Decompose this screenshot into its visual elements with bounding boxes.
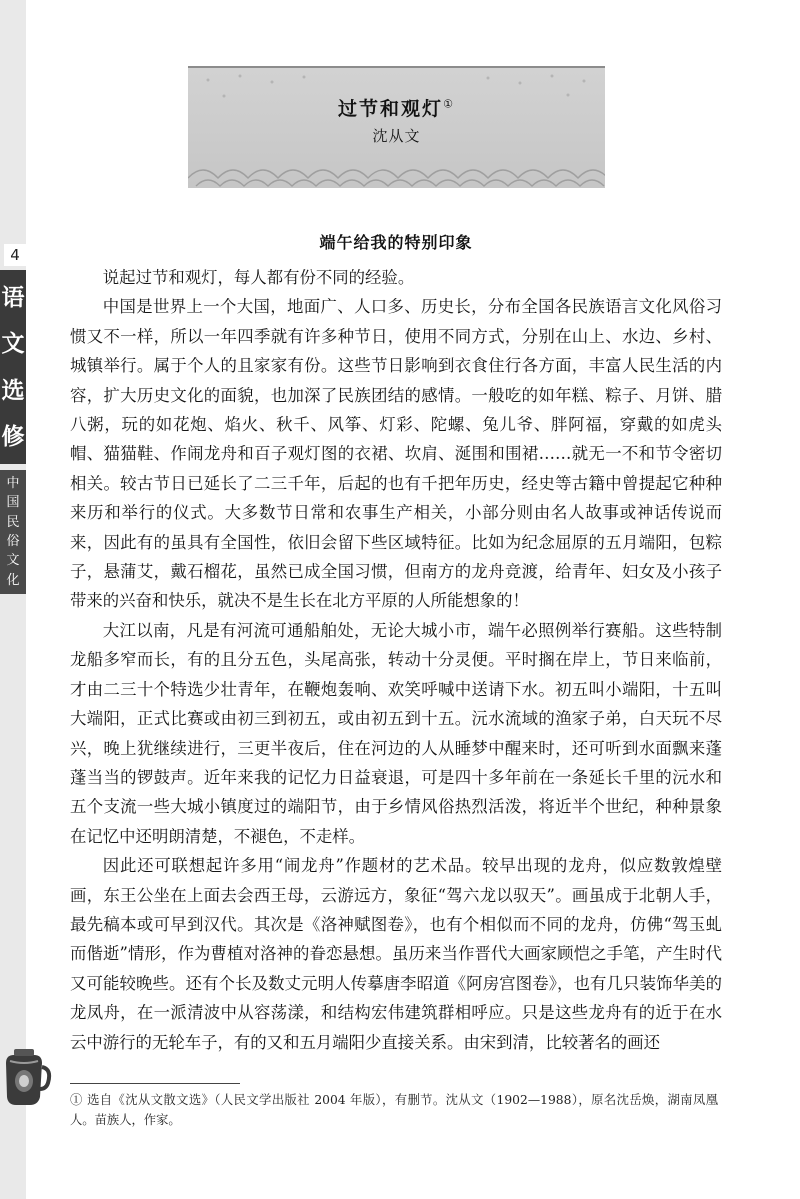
footnote: ① 选自《沈从文散文选》（人民文学出版社 2004 年版），有删节。沈从文（1902—1988），原名沈岳焕，湖南凤凰人。苗族人，作家。 (70, 1093, 718, 1127)
teapot-icon (0, 1045, 52, 1109)
banner-cloud-pattern (188, 148, 605, 188)
volume-char: 文 (6, 553, 20, 569)
paragraph: 说起过节和观灯，每人都有份不同的经验。 (102, 268, 415, 287)
paragraph: 大江以南，凡是有河流可通船舶处，无论大城小市，端午必照例举行赛船。这些特制龙船多窄而长，有的且分五色，头尾高张，转动十分灵便。平时搁在岸上，节日来临前，才由二三十个特选少壮青年，在鞭炮轰响、欢笑呼喊中送请下水。初五叫小端阳，十五叫大端阳，正式比赛或由初三到初五，或由初五到十五。沅水流域的渔家子弟，白天玩不尽兴，晚上犹继续进行，三更半夜后，住在河边的人从睡梦中醒来时，还可听到水面飘来蓬蓬当当的锣鼓声。近年来我的记忆力日益衰退，可是四十多年前在一条延长千里的沅水和五个支流一些大城小镇度过的端阳节，由于乡情风俗热烈活泼，将近半个世纪，种种景象在记忆中还明朗清楚，不褪色，不走样。 (70, 620, 722, 846)
page-number: 4 (4, 244, 26, 266)
title-banner (188, 66, 605, 188)
paragraph: 因此还可联想起许多用“闹龙舟”作题材的艺术品。较早出现的龙舟，似应数敦煌壁画，东王公坐在上面去会西王母，云游远方，象征“驾六龙以驭天”。画虽成于北朝人手，最先稿本或可早到汉代。其次是《洛神赋图卷》，也有个相似而不同的龙舟，仿佛“驾玉虬而偕逝”情形，作为曹植对洛神的眷恋悬想。虽历来当作晋代大画家顾恺之手笔，产生时代又可能较晚些。还有个长及数丈元明人传摹唐李昭道《阿房宫图卷》，也有几只装饰华美的龙凤舟，在一派清波中从容荡漾，和结构宏伟建筑群相呼应。只是这些龙舟有的近于在水云中游行的无轮车子，有的又和五月端阳少直接关系。由宋到清，比较著名的画还 (70, 856, 722, 1052)
author-name: 沈从文 (372, 127, 421, 145)
paragraph: 中国是世界上一个大国，地面广、人口多、历史长，分布全国各民族语言文化风俗习惯又不一样，所以一年四季就有许多种节日，使用不同方式，分别在山上、水边、乡村、城镇举行。属于个人的且家家有份。这些节日影响到衣食住行各方面，丰富人民生活的内容，扩大历史文化的面貌，也加深了民族团结的感情。一般吃的如年糕、粽子、月饼、腊八粥，玩的如花炮、焰火、秋千、风筝、灯彩、陀螺、兔儿爷、胖阿福，穿戴的如虎头帽、猫猫鞋、作闹龙舟和百子观灯图的衣裙、坎肩、涎围和围裙……就无一不和节令密切相关。较古节日已延长了二三千年，后起的也有千把年历史，经史等古籍中曾提起它种种来历和举行的仪式。大多数节日常和农事生产相关，小部分则由名人故事或神话传说而来，因此有的虽具有全国性，依旧会留下些区域特征。比如为纪念屈原的五月端阳，包粽子，悬蒲艾，戴石榴花，虽然已成全国习惯，但南方的龙舟竞渡，给青年、妇女及小孩子带来的兴奋和快乐，就决不是生长在北方平原的人所能想象的！ (70, 297, 722, 611)
volume-char: 民 (6, 514, 20, 530)
body-text (70, 263, 722, 1057)
series-char: 修 (1, 423, 25, 451)
series-char: 选 (1, 376, 25, 404)
series-char: 文 (1, 330, 25, 358)
side-strip (0, 0, 26, 1199)
title-footnote-marker: ① (443, 97, 455, 111)
essay-title (188, 94, 605, 121)
volume-char: 俗 (6, 534, 20, 550)
series-char: 语 (1, 283, 25, 311)
volume-char: 化 (6, 572, 20, 588)
footnote-divider (70, 1083, 240, 1084)
essay-title-text: 过节和观灯 (338, 98, 444, 120)
volume-char: 中 (6, 476, 20, 492)
volume-title (0, 470, 26, 594)
volume-char: 国 (6, 495, 20, 511)
section-heading: 端午给我的特别印象 (319, 233, 473, 252)
series-title (0, 270, 26, 464)
